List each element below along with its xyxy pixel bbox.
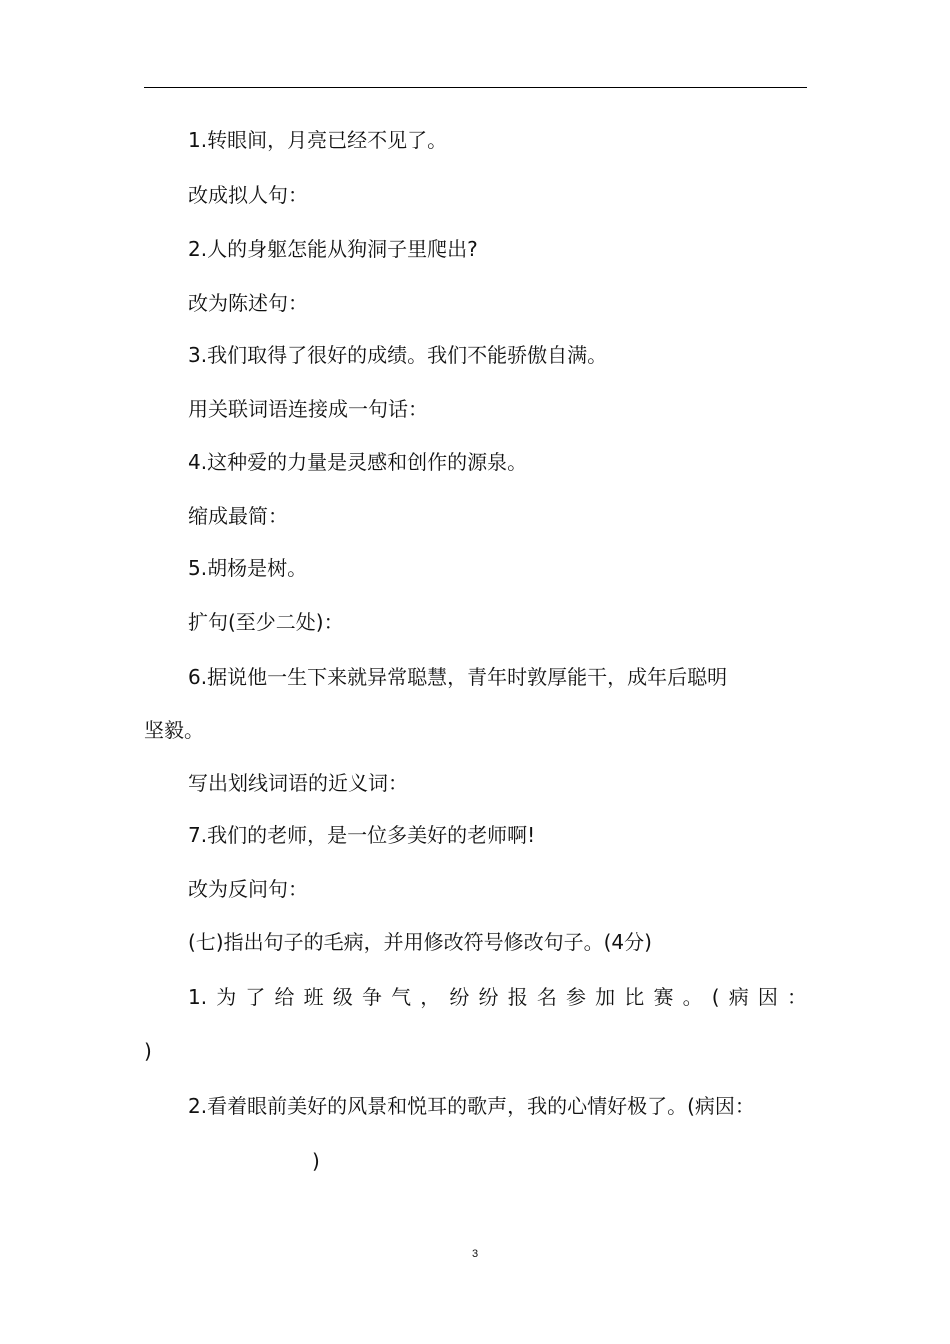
instruction-2: 改为陈述句： — [188, 291, 308, 315]
instruction-3: 用关联词语连接成一句话： — [188, 397, 428, 421]
header-rule — [144, 87, 807, 88]
question-6: 6.据说他一生下来就异常聪慧，青年时敦厚能干，成年后聪明 — [188, 665, 728, 689]
instruction-7: 改为反问句： — [188, 877, 308, 901]
question-6-continued: 坚毅。 — [144, 718, 204, 742]
question-7: 7.我们的老师，是一位多美好的老师啊! — [188, 823, 536, 847]
instruction-4: 缩成最简： — [188, 504, 288, 528]
question-3: 3.我们取得了很好的成绩。我们不能骄傲自满。 — [188, 343, 608, 367]
question-4: 4.这种爱的力量是灵感和创作的源泉。 — [188, 450, 528, 474]
correction-2: 2.看着眼前美好的风景和悦耳的歌声，我的心情好极了。(病因： — [188, 1094, 755, 1118]
correction-1-close: ) — [144, 1039, 152, 1063]
page-number: 3 — [471, 1248, 479, 1260]
question-1: 1.转眼间，月亮已经不见了。 — [188, 128, 448, 152]
correction-2-close: ) — [312, 1149, 320, 1173]
question-2: 2.人的身躯怎能从狗洞子里爬出? — [188, 237, 478, 261]
instruction-6: 写出划线词语的近义词： — [188, 771, 408, 795]
instruction-1: 改成拟人句： — [188, 183, 308, 207]
section-7-heading: (七)指出句子的毛病，并用修改符号修改句子。(4分) — [188, 930, 652, 954]
instruction-5: 扩句(至少二处)： — [188, 610, 344, 634]
question-5: 5.胡杨是树。 — [188, 556, 308, 580]
correction-1: 1.为了给班级争气，纷纷报名参加比赛。(病因： — [188, 985, 807, 1009]
